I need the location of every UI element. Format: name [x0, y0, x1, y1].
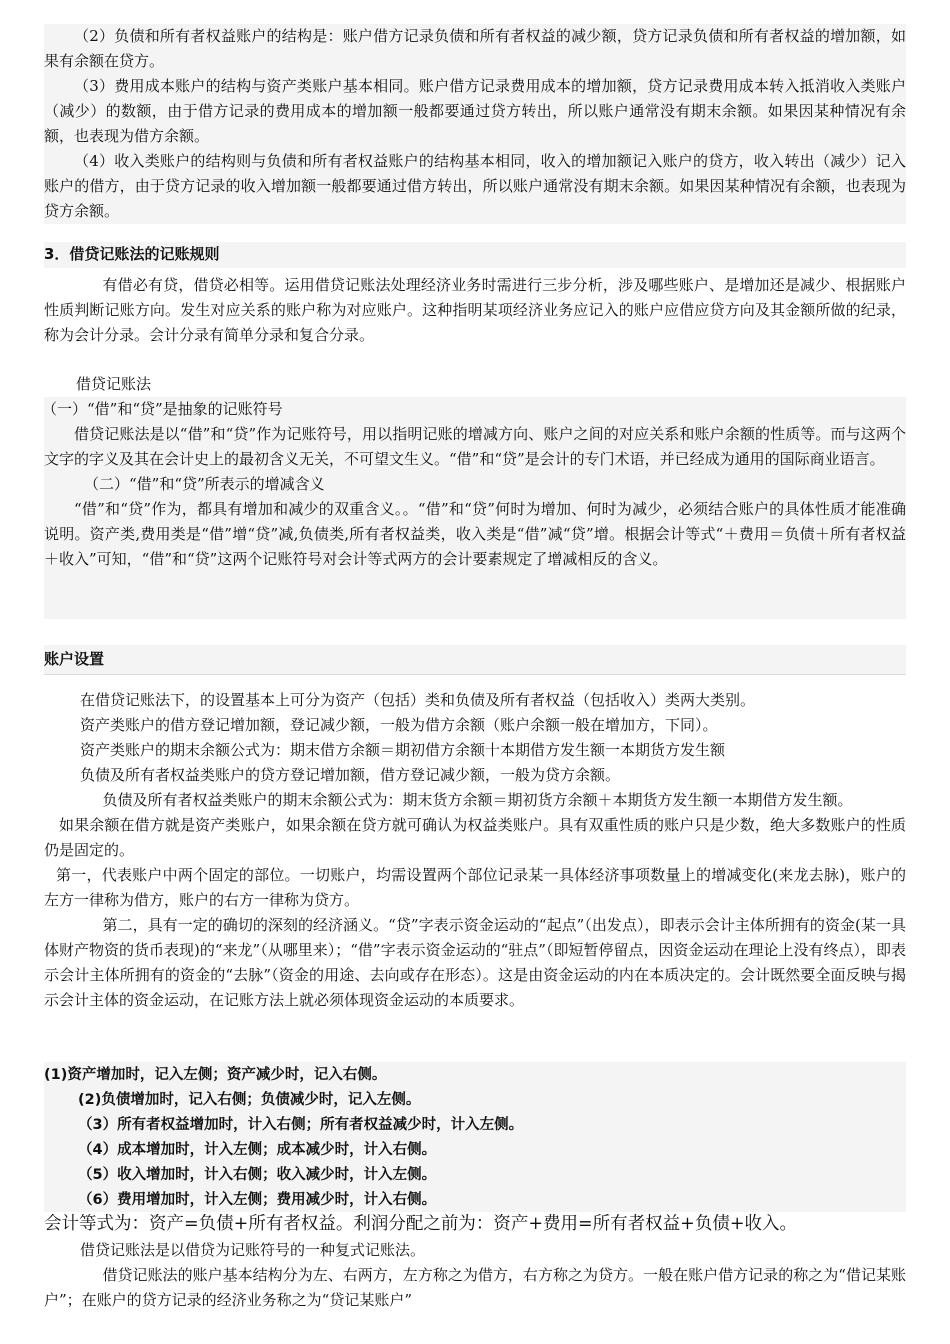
rule-revenue: （5）收入增加时，计入右侧；收入减少时，计入左侧。	[78, 1167, 437, 1183]
paragraph-liability-structure: （2）负债和所有者权益账户的结构是：账户借方记录负债和所有者权益的减少额，贷方记录负债和所有者权益的增加额，如果有余额在贷方。	[44, 27, 906, 70]
rule-liabilities: (2)负债增加时，记入右侧；负债减少时，记入左侧。	[78, 1092, 421, 1108]
paragraph-abstract-symbols: 借贷记账法是以“借”和“贷”作为记账符号，用以指明记账的增减方向、账户之间的对应关系和账户余额的性质等。而与这两个文字的字义及其在会计史上的最初含义无关，不可望文生义。“借”和“贷”是会计的专门术语，并已经成为通用的国际商业语言。	[44, 425, 906, 468]
paragraph-revenue-structure: （4）收入类账户的结构则与负债和所有者权益账户的结构基本相同，收入的增加额记入账户的贷方，收入转出（减少）记入账户的借方，由于贷方记录的收入增加额一般都要通过借方转出，所以账户通常没有期末余额。如果因某种情况有余额，也表现为贷方余额。	[44, 152, 906, 220]
account-setup-heading-block	[44, 645, 906, 675]
line-account-categories: 在借贷记账法下，的设置基本上可分为资产（包括）类和负债及所有者权益（包括收入）类两大类别。	[80, 691, 756, 709]
account-structure-block	[44, 24, 906, 224]
account-setup-body	[44, 688, 906, 1060]
line-double-entry-definition: 借贷记账法是以借贷为记账符号的一种复式记账法。	[80, 1241, 426, 1259]
subtitle-debit-credit-method: 借贷记账法	[76, 375, 152, 393]
rule-expense: （6）费用增加时，计入左侧；费用减少时，计入右侧。	[78, 1192, 437, 1208]
heading-abstract-symbols: （一）“借”和“贷”是抽象的记账符号	[42, 400, 283, 418]
subtitle-block	[44, 372, 906, 396]
heading-increase-decrease-meaning: （二）“借”和“贷”所表示的增减含义	[84, 475, 325, 493]
closing-block	[44, 1211, 906, 1323]
section-heading-debit-credit-rules: 3．借贷记账法的记账规则	[44, 245, 220, 263]
symbols-block	[44, 397, 906, 619]
paragraph-expense-structure: （3）费用成本账户的结构与资产类账户基本相同。账户借方记录费用成本的增加额，贷方记录费用成本转入抵消收入类账户（减少）的数额，由于借方记录的费用成本的增加额一般都要通过贷方转出，所以账户通常没有期末余额。如果因某种情况有余额，也表现为借方余额。	[44, 77, 906, 145]
accounting-equation: 会计等式为：资产=负债+所有者权益。利润分配之前为：资产+费用=所有者权益+负债+收入。	[44, 1214, 797, 1234]
paragraph-liability-formula: 负债及所有者权益类账户的期末余额公式为：期末货方余额＝期初货方余额＋本期货方发生额一本期借方发生额。	[102, 791, 853, 809]
paragraph-first-meaning: 第一，代表账户中两个固定的部位。一切账户，均需设置两个部位记录某一具体经济事项数量上的增减变化(来龙去脉)，账户的左方一律称为借方，账户的右方一律称为贷方。	[44, 866, 906, 909]
rules-intro-block	[44, 273, 906, 353]
paragraph-increase-decrease-meaning: “借”和“贷”作为，都具有增加和减少的双重含义。。“借”和“贷”何时为增加、何时为减少，必须结合账户的具体性质才能准确说明。资产类,费用类是“借”增“贷”减,负债类,所有者权益类，收入类是“借”减“贷”增。根据会计等式“＋费用＝负债＋所有者权益＋收入”可知，“借”和“贷”这两个记账符号对会计等式两方的会计要素规定了增减相反的含义。	[44, 500, 906, 568]
line-asset-formula: 资产类账户的期末余额公式为：期末借方余额＝期初借方余额十本期借方发生额一本期货方发生额	[80, 741, 726, 759]
line-asset-debit: 资产类账户的借方登记增加额，登记减少额，一般为借方余额（账户余额一般在增加方，下同）。	[80, 716, 718, 734]
rule-cost: （4）成本增加时，计入左侧；成本减少时，计入右侧。	[78, 1142, 437, 1158]
paragraph-dual-nature: 如果余额在借方就是资产类账户，如果余额在贷方就可确认为权益类账户。具有双重性质的账户只是少数，绝大多数账户的性质仍是固定的。	[44, 816, 906, 859]
paragraph-account-structure: 借贷记账法的账户基本结构分为左、右两方，左方称之为借方，右方称之为贷方。一般在账户借方记录的称之为“借记某账户”；在账户的贷方记录的经济业务称之为“贷记某账户”	[44, 1266, 906, 1309]
rule-assets: (1)资产增加时，记入左侧；资产减少时，记入右侧。	[44, 1067, 387, 1083]
line-liability-credit: 负债及所有者权益类账户的贷方登记增加额，借方登记减少额，一般为贷方余额。	[80, 766, 621, 784]
paragraph-second-meaning: 第二，具有一定的确切的深刻的经济涵义。“贷”字表示资金运动的“起点”（出发点），即表示会计主体所拥有的资金(某一具体财产物资的货币表现)的“来龙”（从哪里来）；“借”字表示资金运动的“驻点”（即短暂停留点，因资金运动在理论上没有终点），即表示会计主体所拥有的资金的“去脉”（资金的用途、去向或存在形态）。这是由资金运动的内在本质决定的。会计既然要全面反映与揭示会计主体的资金运动，在记账方法上就必须体现资金运动的本质要求。	[44, 916, 906, 1009]
section-heading-account-setup: 账户设置	[44, 650, 105, 668]
posting-rules-block	[44, 1062, 906, 1212]
paragraph-rules-intro: 有借必有贷，借贷必相等。运用借贷记账法处理经济业务时需进行三步分析，涉及哪些账户、是增加还是减少、根据账户性质判断记账方向。发生对应关系的账户称为对应账户。这种指明某项经济业务应记入的账户应借应贷方向及其金额所做的纪录，称为会计分录。会计分录有简单分录和复合分录。	[44, 276, 906, 344]
rule-equity: （3）所有者权益增加时，计入右侧；所有者权益减少时，计入左侧。	[78, 1117, 524, 1133]
rules-heading-block	[44, 242, 906, 268]
